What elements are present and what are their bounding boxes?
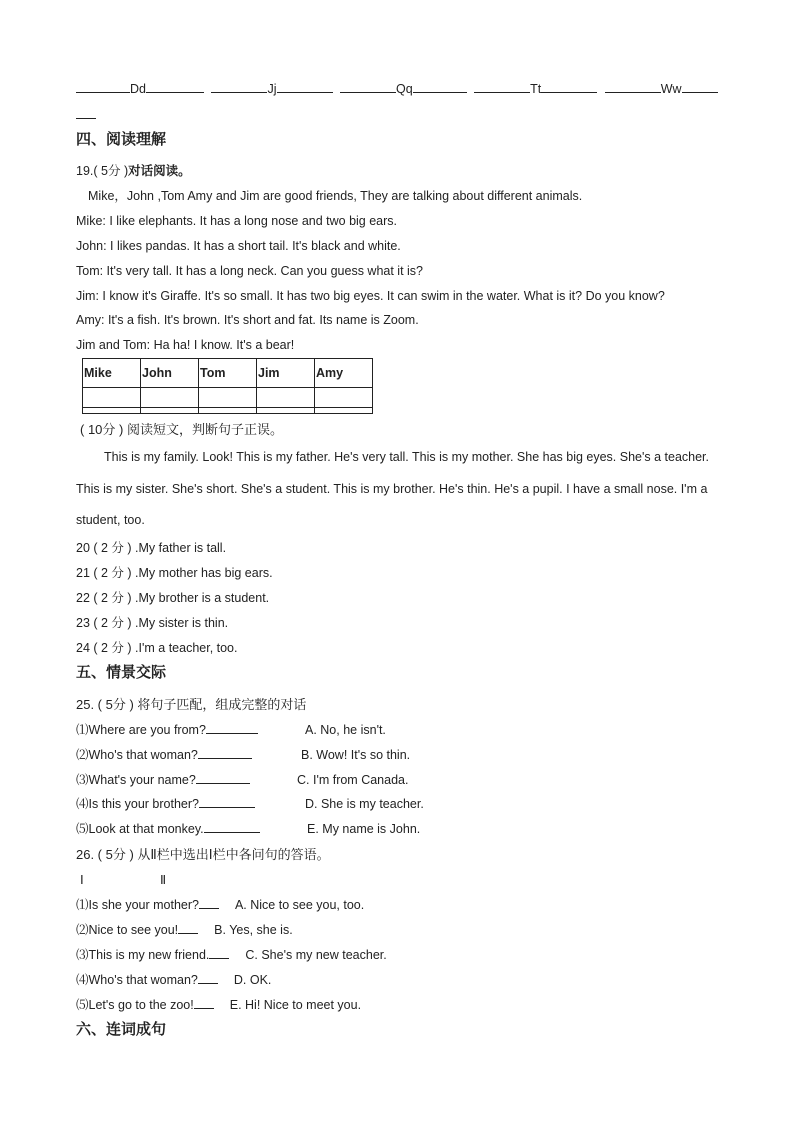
dialogue-line: Jim: I know it's Giraffe. It's so small. It has two big eyes. It can swim in the water. What is it? Do you know? — [76, 289, 665, 303]
blank-line[interactable] — [682, 81, 718, 93]
table-cell — [315, 408, 373, 414]
judgement-item: 21 ( 2 分 ) .My mother has big ears. — [76, 566, 273, 580]
match-option: A. No, he isn't. — [305, 723, 386, 737]
letter-ww: Ww — [660, 82, 682, 96]
blank-line[interactable] — [76, 81, 130, 93]
dialogue-line: Mike: I like elephants. It has a long nose and two big ears. — [76, 214, 398, 228]
blank-line[interactable] — [199, 897, 219, 909]
blank-line[interactable] — [605, 81, 661, 93]
match-question — [76, 722, 258, 738]
option-text: A. Nice to see you, too. — [234, 898, 365, 912]
match-question — [76, 772, 250, 788]
judgement-item: 24 ( 2 分 ) .I'm a teacher, too. — [76, 641, 238, 655]
passage-intro: ( 10分 ) 阅读短文，判断句子正误。 — [80, 422, 283, 437]
question-text: ⑷Is this your brother? — [76, 797, 199, 811]
blank-line[interactable] — [541, 81, 597, 93]
dialogue-line: Tom: It's very tall. It has a long neck. Can you guess what it is? — [76, 264, 423, 278]
judgement-item: 23 ( 2 分 ) .My sister is thin. — [76, 616, 229, 630]
question-25-header: 25. ( 5分 ) 将句子匹配，组成完整的对话 — [76, 697, 307, 712]
question-19-header — [76, 163, 191, 179]
option-text: C. She's my new teacher. — [245, 948, 387, 962]
blank-line[interactable] — [178, 922, 198, 934]
table-header-john: John — [141, 359, 199, 388]
answer-cell[interactable] — [141, 388, 199, 408]
answer-table — [82, 358, 373, 414]
letter-row-continuation — [76, 107, 96, 123]
match-question — [76, 747, 252, 763]
question-text: ⑶What's your name? — [76, 773, 196, 787]
question-text: ⑶This is my new friend. — [76, 948, 210, 962]
blank-line[interactable] — [199, 796, 255, 808]
letter-row — [76, 81, 718, 97]
option-text: E. Hi! Nice to meet you. — [229, 998, 362, 1012]
blank-line[interactable] — [76, 107, 96, 119]
passage-line: This is my family. Look! This is my father. He's very tall. This is my mother. She has big eyes. She's a teacher. — [104, 450, 710, 464]
letter-tt: Tt — [530, 82, 542, 96]
question-title: 对话阅读。 — [128, 164, 191, 178]
table-cell — [257, 408, 315, 414]
match-option: D. She is my teacher. — [305, 797, 424, 811]
dialogue-line: Jim and Tom: Ha ha! I know. It's a bear! — [76, 338, 295, 352]
question-text: ⑴Is she your mother? — [76, 898, 199, 912]
match-row — [76, 922, 293, 938]
question-text: ⑸Let's go to the zoo! — [76, 998, 194, 1012]
blank-line[interactable] — [211, 81, 267, 93]
letter-qq: Qq — [395, 82, 413, 96]
table-header-jim: Jim — [257, 359, 315, 388]
blank-line[interactable] — [206, 722, 258, 734]
question-text: ⑵Who's that woman? — [76, 748, 198, 762]
match-row — [76, 997, 361, 1013]
match-question — [76, 796, 255, 812]
option-text: B. Yes, she is. — [214, 923, 293, 937]
blank-line[interactable] — [474, 81, 530, 93]
question-text: ⑴Where are you from? — [76, 723, 206, 737]
blank-line[interactable] — [146, 81, 204, 93]
blank-line[interactable] — [209, 947, 229, 959]
blank-line[interactable] — [194, 997, 214, 1009]
table-cell — [199, 408, 257, 414]
judgement-item: 20 ( 2 分 ) .My father is tall. — [76, 541, 227, 555]
section-title: 五、情景交际 — [76, 663, 167, 681]
dialogue-line: Mike，John ,Tom Amy and Jim are good friends, They are talking about different animals. — [88, 189, 583, 203]
question-score: ( 5分 ) — [93, 164, 129, 178]
dialogue-line: John: I likes pandas. It has a short tail. It's black and white. — [76, 239, 401, 253]
table-header-mike: Mike — [83, 359, 141, 388]
match-question — [76, 821, 260, 837]
question-number: 19. — [76, 164, 94, 178]
column-label-1: Ⅰ — [80, 873, 84, 887]
blank-line[interactable] — [198, 747, 252, 759]
question-text: ⑵Nice to see you! — [76, 923, 179, 937]
question-26-header: 26. ( 5分 ) 从Ⅱ栏中选出Ⅰ栏中各问句的答语。 — [76, 847, 330, 862]
question-text: ⑸Look at that monkey. — [76, 822, 204, 836]
match-option: E. My name is John. — [307, 822, 421, 836]
match-option: C. I'm from Canada. — [297, 773, 409, 787]
question-text: ⑷Who's that woman? — [76, 973, 198, 987]
section-title: 六、连词成句 — [76, 1020, 167, 1038]
answer-cell[interactable] — [257, 388, 315, 408]
letter-jj: Jj — [267, 82, 277, 96]
passage-line: student, too. — [76, 513, 145, 527]
blank-line[interactable] — [196, 772, 250, 784]
match-row — [76, 947, 387, 963]
answer-cell[interactable] — [315, 388, 373, 408]
answer-cell[interactable] — [199, 388, 257, 408]
blank-line[interactable] — [413, 81, 467, 93]
passage-line: This is my sister. She's short. She's a student. This is my brother. He's thin. He's a pupil. I have a small nose. I'm a — [76, 482, 708, 496]
dialogue-line: Amy: It's a fish. It's brown. It's short and fat. Its name is Zoom. — [76, 313, 419, 327]
answer-cell[interactable] — [83, 388, 141, 408]
blank-line[interactable] — [340, 81, 396, 93]
table-header-tom: Tom — [199, 359, 257, 388]
table-header-amy: Amy — [315, 359, 373, 388]
table-cell — [83, 408, 141, 414]
option-text: D. OK. — [233, 973, 272, 987]
match-row — [76, 972, 271, 988]
table-cell — [141, 408, 199, 414]
letter-dd: Dd — [130, 82, 146, 96]
blank-line[interactable] — [198, 972, 218, 984]
match-row — [76, 897, 364, 913]
match-option: B. Wow! It's so thin. — [301, 748, 411, 762]
column-label-2: Ⅱ — [160, 873, 167, 887]
blank-line[interactable] — [204, 821, 260, 833]
blank-line[interactable] — [277, 81, 333, 93]
section-title: 四、阅读理解 — [76, 130, 167, 148]
judgement-item: 22 ( 2 分 ) .My brother is a student. — [76, 591, 270, 605]
